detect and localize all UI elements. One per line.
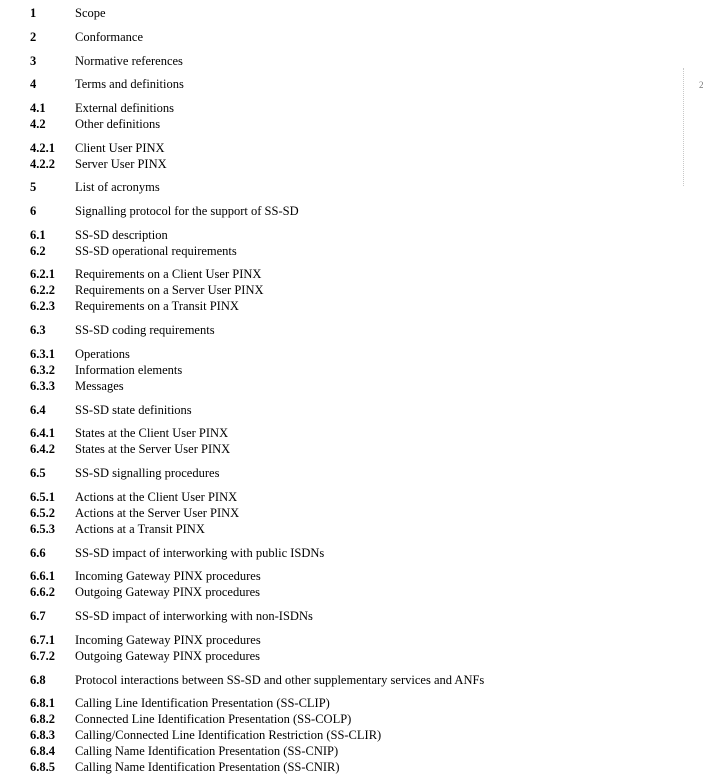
toc-entry-title: Connected Line Identification Presentation (SS-COLP)	[75, 712, 352, 726]
toc-entry-title: Outgoing Gateway PINX procedures	[75, 649, 261, 663]
toc-entry-number: 6.3.1	[30, 347, 55, 361]
toc-entry-number: 6.2.1	[30, 267, 55, 281]
toc-entry-title: States at the Server User PINX	[75, 442, 231, 456]
toc-entry-number: 6.3	[30, 323, 46, 337]
toc-entry-number: 6.3.3	[30, 379, 55, 393]
toc-entry-number: 4.2	[30, 117, 46, 131]
toc-entry-title: List of acronyms	[75, 180, 160, 194]
toc-entry-title: Terms and definitions	[75, 77, 184, 91]
toc-entry-number: 6.8.5	[30, 760, 55, 774]
toc-entry-title: SS-SD impact of interworking with public ISDNs	[75, 546, 325, 560]
toc-entry-number: 6.7	[30, 609, 46, 623]
toc-entry-number: 6.2	[30, 244, 46, 258]
toc-entry-number: 6.8.1	[30, 696, 55, 710]
toc-entry-title: Calling Line Identification Presentation (SS-CLIP)	[75, 696, 330, 710]
toc-entry-title: Requirements on a Server User PINX	[75, 283, 264, 297]
toc-entry-title: SS-SD signalling procedures	[75, 466, 220, 480]
margin-dotted-leader	[683, 68, 686, 186]
toc-entry-number: 1	[30, 6, 37, 20]
toc-entry-number: 6.5.1	[30, 490, 55, 504]
toc-entry-title: External definitions	[75, 101, 174, 115]
toc-entry-title: States at the Client User PINX	[75, 426, 229, 440]
toc-entry-number: 6.5.2	[30, 506, 55, 520]
toc-entry-number: 6.4	[30, 403, 46, 417]
toc-entry-number: 6.8.4	[30, 744, 55, 758]
toc-entry-number: 6.1	[30, 228, 46, 242]
toc-entry-title: Signalling protocol for the support of SS-SD	[75, 204, 299, 218]
toc-entry-title: Protocol interactions between SS-SD and other supplementary services and ANFs	[75, 673, 485, 687]
toc-entry-number: 6.7.2	[30, 649, 55, 663]
toc-entry-number: 6.5.3	[30, 522, 55, 536]
toc-entry-title: Actions at the Client User PINX	[75, 490, 238, 504]
toc-entry-number: 6.4.2	[30, 442, 55, 456]
toc-entry-number: 6.2.3	[30, 299, 55, 313]
toc-entry-title: Actions at a Transit PINX	[75, 522, 205, 536]
toc-entry-title: Calling/Connected Line Identification Restriction (SS-CLIR)	[75, 728, 382, 742]
toc-entry-number: 6.7.1	[30, 633, 55, 647]
toc-entry-title: Server User PINX	[75, 157, 167, 171]
toc-entry-title: Calling Name Identification Presentation (SS-CNIP)	[75, 744, 339, 758]
toc-entry-number: 4.2.2	[30, 157, 55, 171]
toc-entry-title: Normative references	[75, 54, 183, 68]
toc-entry-number: 6.8	[30, 673, 46, 687]
toc-entry-number: 6.6.1	[30, 569, 55, 583]
toc-entry-number: 5	[30, 180, 37, 194]
toc-entry-number: 6.8.3	[30, 728, 55, 742]
toc-entry-number: 4	[30, 77, 37, 91]
toc-entry-title: Incoming Gateway PINX procedures	[75, 569, 261, 583]
toc-entry-number: 6.6.2	[30, 585, 55, 599]
toc-entry-title: SS-SD coding requirements	[75, 323, 215, 337]
toc-entry-title: Operations	[75, 347, 130, 361]
toc-entry-title: Outgoing Gateway PINX procedures	[75, 585, 261, 599]
toc-entry-number: 6.4.1	[30, 426, 55, 440]
toc-entry-title: SS-SD operational requirements	[75, 244, 237, 258]
toc-entry-title: Requirements on a Client User PINX	[75, 267, 262, 281]
toc-entry-title: Information elements	[75, 363, 183, 377]
toc-entry-number: 6.6	[30, 546, 46, 560]
toc-entry-title: Other definitions	[75, 117, 161, 131]
toc-entry-title: SS-SD state definitions	[75, 403, 192, 417]
toc-entry-number: 4.2.1	[30, 141, 55, 155]
toc-entry-number: 2	[30, 30, 37, 44]
toc-entry-number: 6.3.2	[30, 363, 55, 377]
toc-entry-number: 6.2.2	[30, 283, 55, 297]
toc-entry-title: Incoming Gateway PINX procedures	[75, 633, 261, 647]
toc-entry-title: Client User PINX	[75, 141, 165, 155]
toc-entry-number: 6.8.2	[30, 712, 55, 726]
toc-entry-title: Requirements on a Transit PINX	[75, 299, 239, 313]
toc-entry-number: 4.1	[30, 101, 46, 115]
toc-entry-number: 6	[30, 204, 37, 218]
toc-entry-title: Conformance	[75, 30, 144, 44]
toc-entry-title: Calling Name Identification Presentation (SS-CNIR)	[75, 760, 340, 774]
toc-entry-title: Actions at the Server User PINX	[75, 506, 240, 520]
toc-entry-number: 3	[30, 54, 37, 68]
toc-entry-title: SS-SD description	[75, 228, 168, 242]
toc-entry-title: SS-SD impact of interworking with non-ISDNs	[75, 609, 313, 623]
toc-entry-title: Scope	[75, 6, 106, 20]
toc-entry-number: 6.5	[30, 466, 46, 480]
page-number-edge: 2	[699, 80, 704, 90]
toc-entry-title: Messages	[75, 379, 124, 393]
